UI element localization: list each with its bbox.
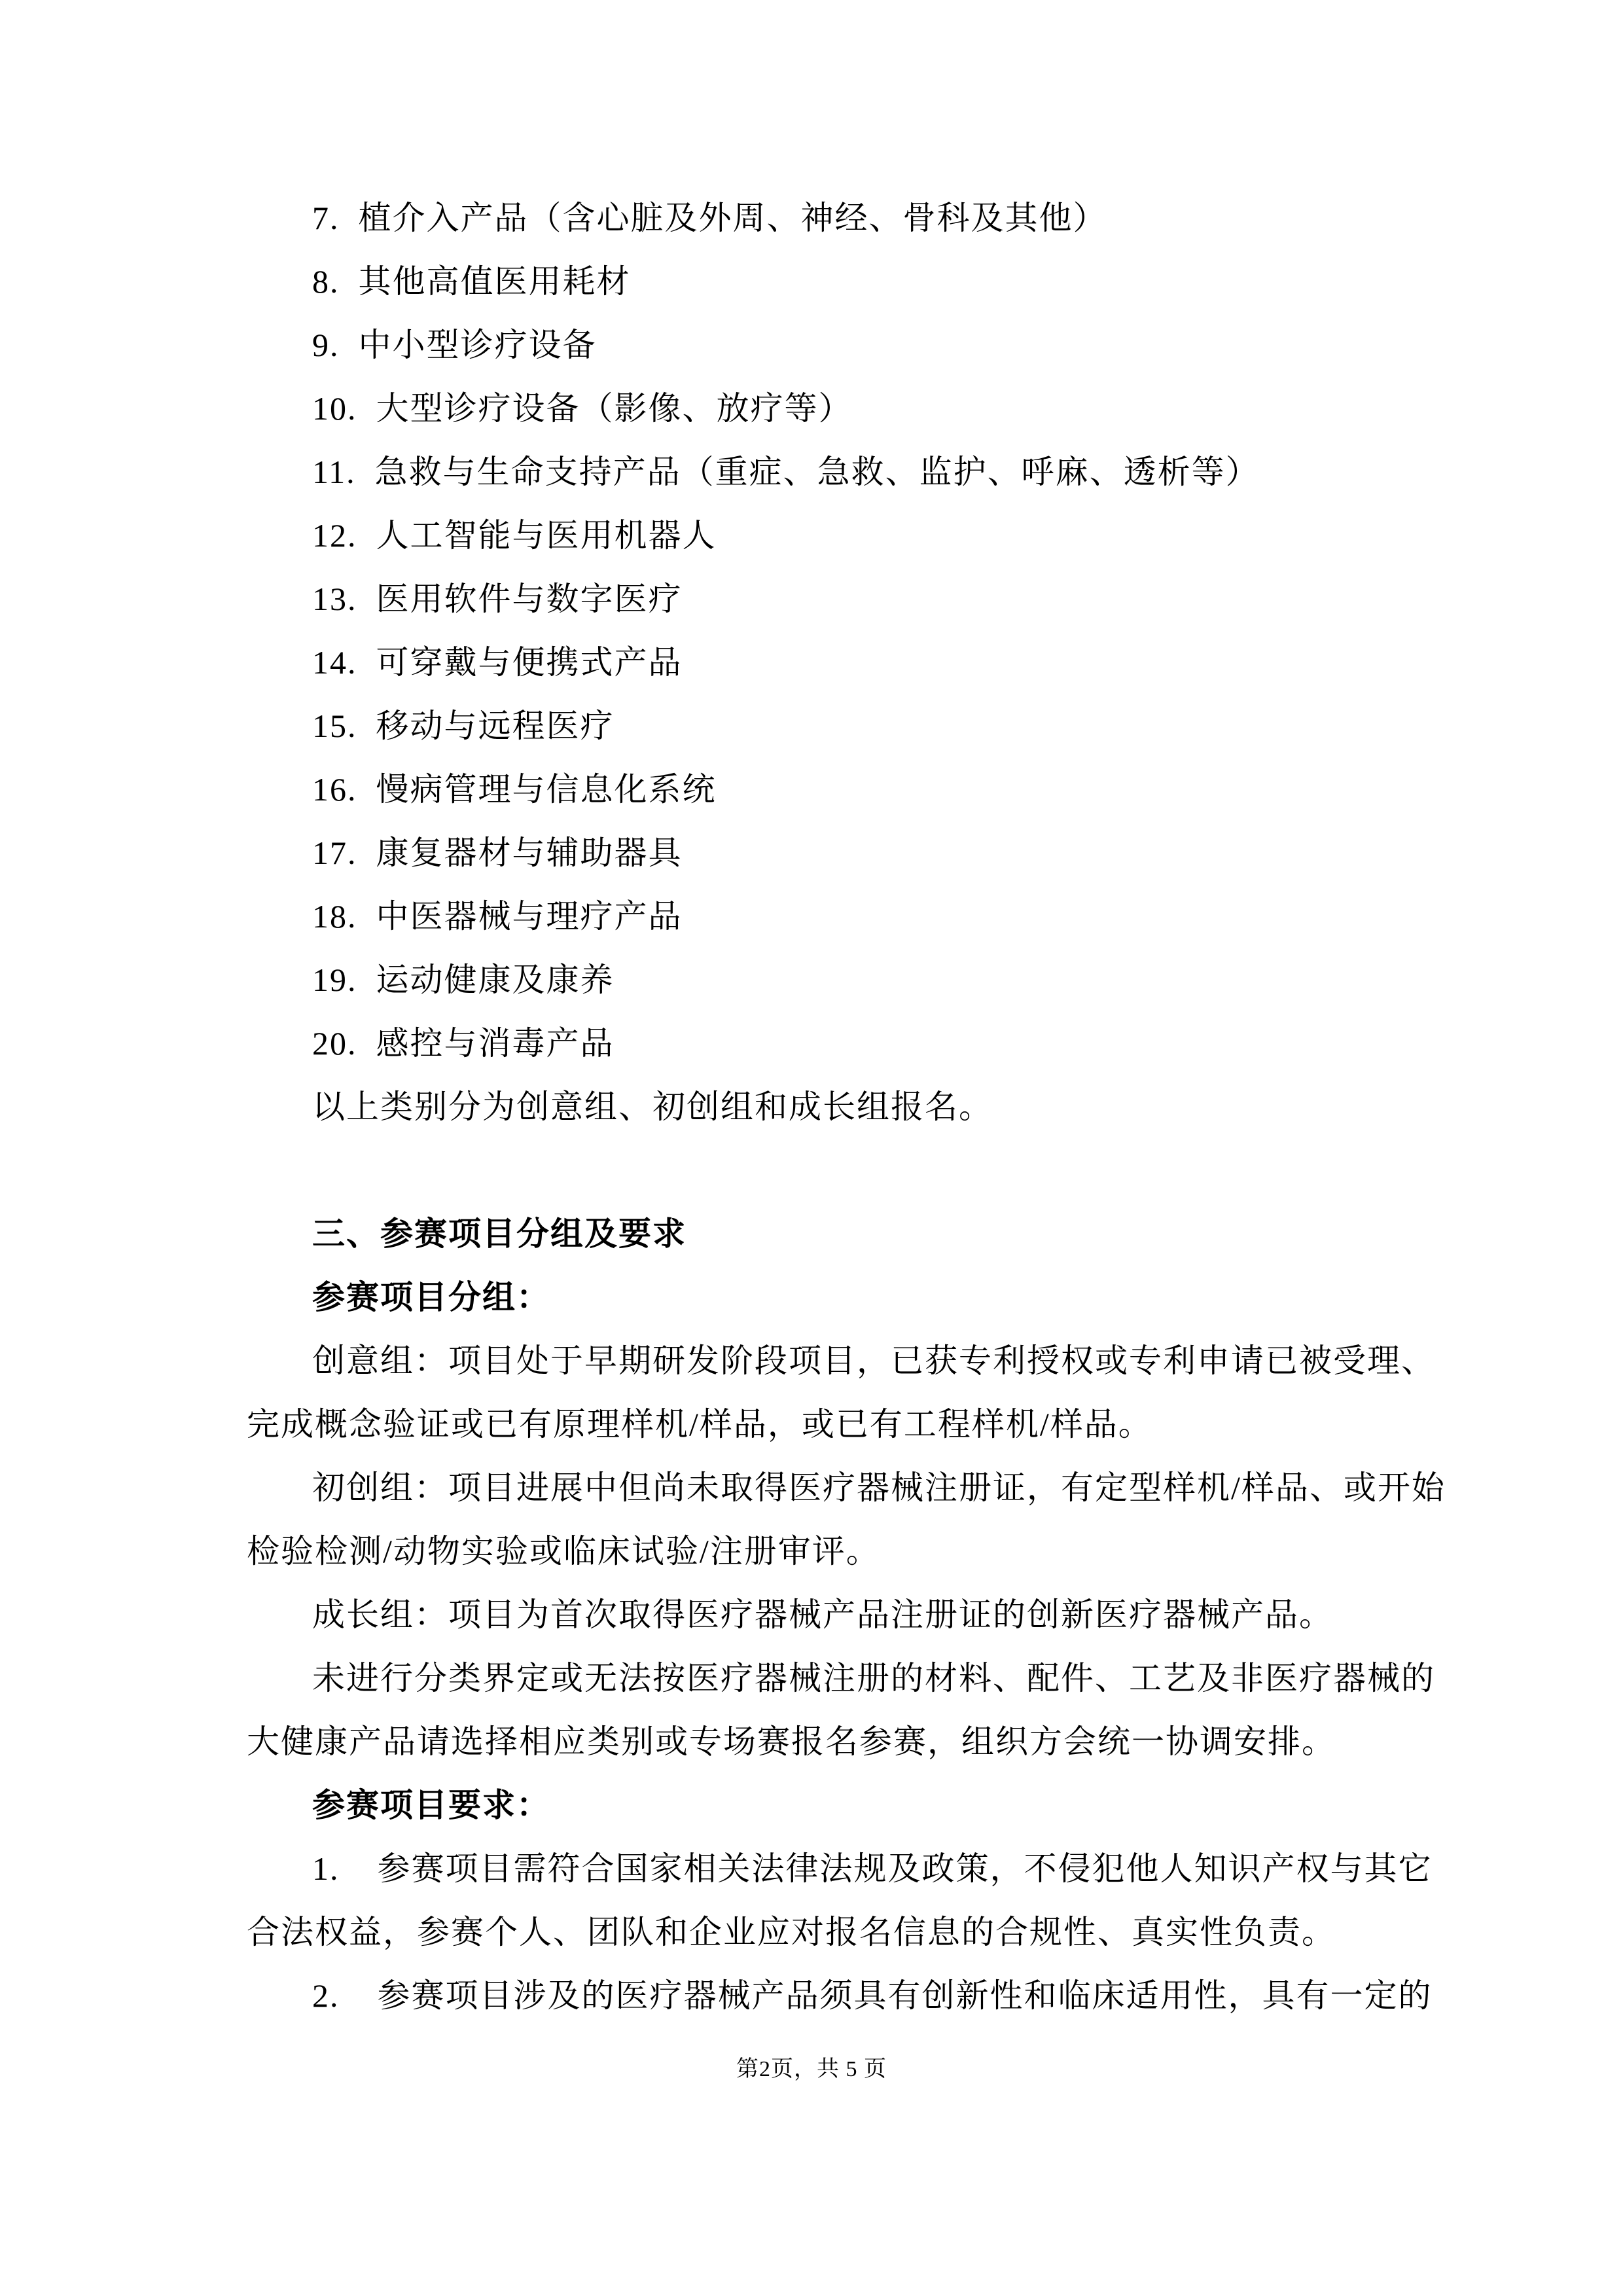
category-list-item: 19. 运动健康及康养 bbox=[312, 961, 615, 998]
category-list-item: 7. 植介入产品（含心脏及外周、神经、骨科及其他） bbox=[312, 200, 1107, 236]
paragraph-line: 完成概念验证或已有原理样机/样品，或已有工程样机/样品。 bbox=[247, 1406, 1152, 1443]
category-list-item: 12. 人工智能与医用机器人 bbox=[312, 517, 717, 554]
page-footer bbox=[0, 2055, 1623, 2084]
categories-note: 以上类别分为创意组、初创组和成长组报名。 bbox=[312, 1088, 993, 1125]
grouping-heading: 参赛项目分组： bbox=[312, 1279, 550, 1316]
category-list-item: 18. 中医器械与理疗产品 bbox=[312, 898, 683, 935]
blank-line bbox=[247, 1139, 1379, 1202]
category-list-item: 9. 中小型诊疗设备 bbox=[312, 327, 597, 363]
category-list-item: 8. 其他高值医用耗材 bbox=[312, 263, 631, 300]
category-list-item: 10. 大型诊疗设备（影像、放疗等） bbox=[312, 390, 853, 427]
category-list-item: 11. 急救与生命支持产品（重症、急救、监护、呼麻、透析等） bbox=[312, 454, 1260, 490]
paragraph-line: 初创组：项目进展中但尚未取得医疗器械注册证，有定型样机/样品、或开始 bbox=[312, 1469, 1446, 1506]
paragraph-line: 大健康产品请选择相应类别或专场赛报名参赛，组织方会统一协调安排。 bbox=[247, 1723, 1336, 1760]
paragraph-line: 成长组：项目为首次取得医疗器械产品注册证的创新医疗器械产品。 bbox=[312, 1596, 1333, 1633]
page-number: 第2页，共 5 页 bbox=[736, 2057, 887, 2081]
requirement-line: 2. 参赛项目涉及的医疗器械产品须具有创新性和临床适用性，具有一定的 bbox=[312, 1977, 1433, 2014]
category-list-item: 13. 医用软件与数字医疗 bbox=[312, 581, 683, 617]
paragraph-line: 检验检测/动物实验或临床试验/注册审评。 bbox=[247, 1533, 880, 1570]
requirement-line: 合法权益，参赛个人、团队和企业应对报名信息的合规性、真实性负责。 bbox=[247, 1914, 1336, 1950]
category-list-item: 17. 康复器材与辅助器具 bbox=[312, 834, 683, 871]
category-list-item: 14. 可穿戴与便携式产品 bbox=[312, 644, 683, 681]
paragraph-line: 创意组：项目处于早期研发阶段项目，已获专利授权或专利申请已被受理、 bbox=[312, 1342, 1435, 1379]
section-heading: 三、参赛项目分组及要求 bbox=[312, 1215, 687, 1252]
paragraph-line: 未进行分类界定或无法按医疗器械注册的材料、配件、工艺及非医疗器械的 bbox=[312, 1660, 1435, 1696]
page-content bbox=[247, 187, 1446, 2028]
category-list-item: 15. 移动与远程医疗 bbox=[312, 708, 615, 744]
category-list-item: 16. 慢病管理与信息化系统 bbox=[312, 771, 717, 808]
requirements-heading: 参赛项目要求： bbox=[312, 1787, 550, 1823]
category-list-item: 20. 感控与消毒产品 bbox=[312, 1025, 615, 1062]
requirement-line: 1. 参赛项目需符合国家相关法律法规及政策，不侵犯他人知识产权与其它 bbox=[312, 1850, 1433, 1887]
